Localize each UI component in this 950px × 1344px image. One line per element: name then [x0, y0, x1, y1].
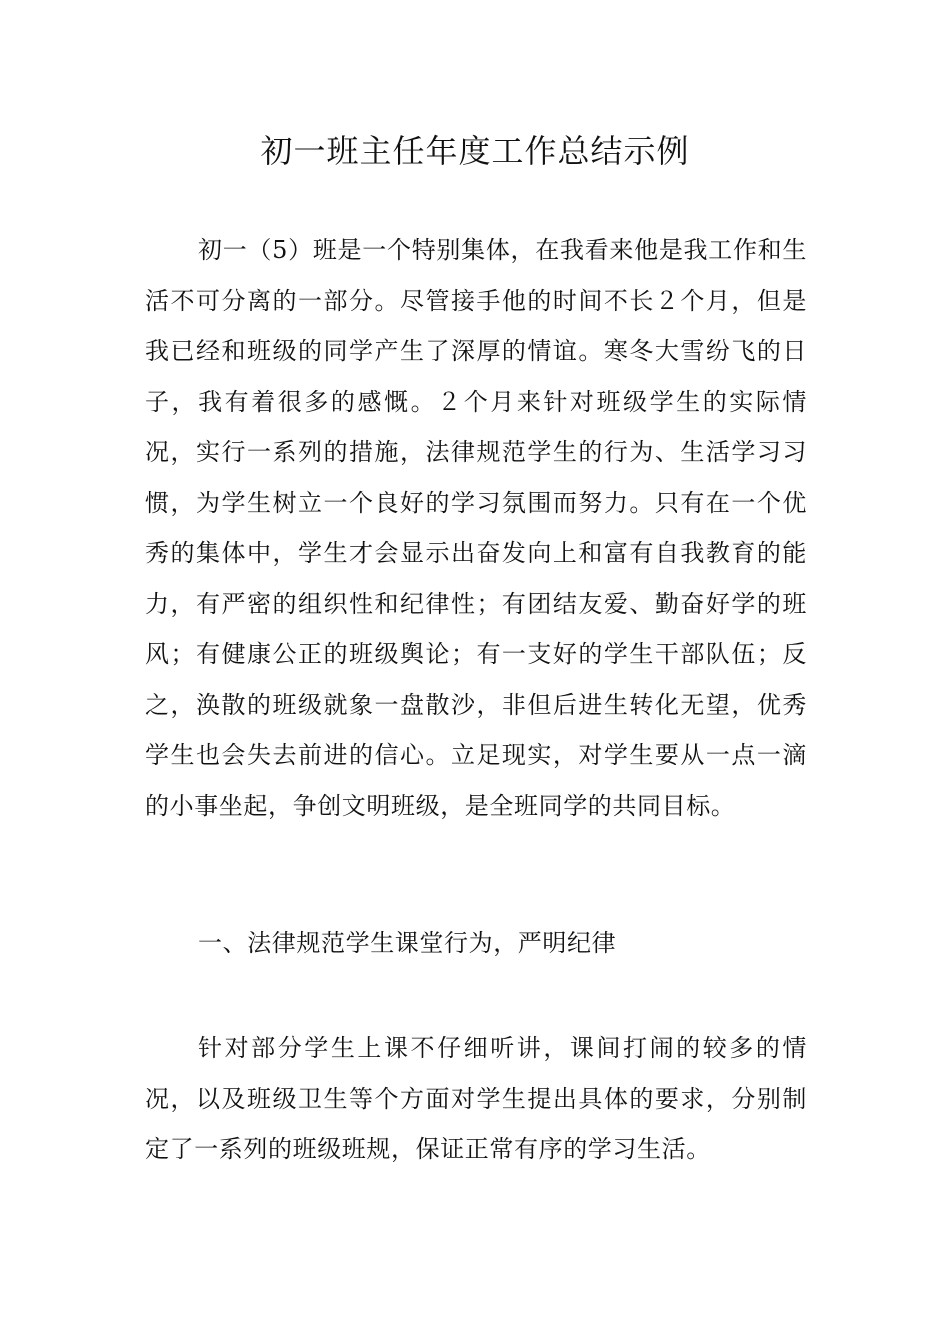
- section-heading: 一、法律规范学生课堂行为，严明纪律: [198, 929, 617, 957]
- section-paragraph: 针对部分学生上课不仔细听讲，课间打闹的较多的情况，以及班级卫生等个方面对学生提出具体的要求，分别制定了一系列的班级班规，保证正常有序的学习生活。: [145, 1034, 807, 1163]
- intro-paragraph: 初一（5）班是一个特别集体，在我看来他是我工作和生活不可分离的一部分。尽管接手他的时间不长２个月，但是我已经和班级的同学产生了深厚的情谊。寒冬大雪纷飞的日子，我有着很多的感慨。２个月来针对班级学生的实际情况，实行一系列的措施，法律规范学生的行为、生活学习习惯，为学生树立一个良好的学习氛围而努力。只有在一个优秀的集体中，学生才会显示出奋发向上和富有自我教育的能力，有严密的组织性和纪律性；有团结友爱、勤奋好学的班风；有健康公正的班级舆论；有一支好的学生干部队伍；反之，涣散的班级就象一盘散沙，非但后进生转化无望，优秀学生也会失去前进的信心。立足现实，对学生要从一点一滴的小事坐起，争创文明班级，是全班同学的共同目标。: [145, 236, 807, 820]
- document-title: 初一班主任年度工作总结示例: [260, 132, 690, 170]
